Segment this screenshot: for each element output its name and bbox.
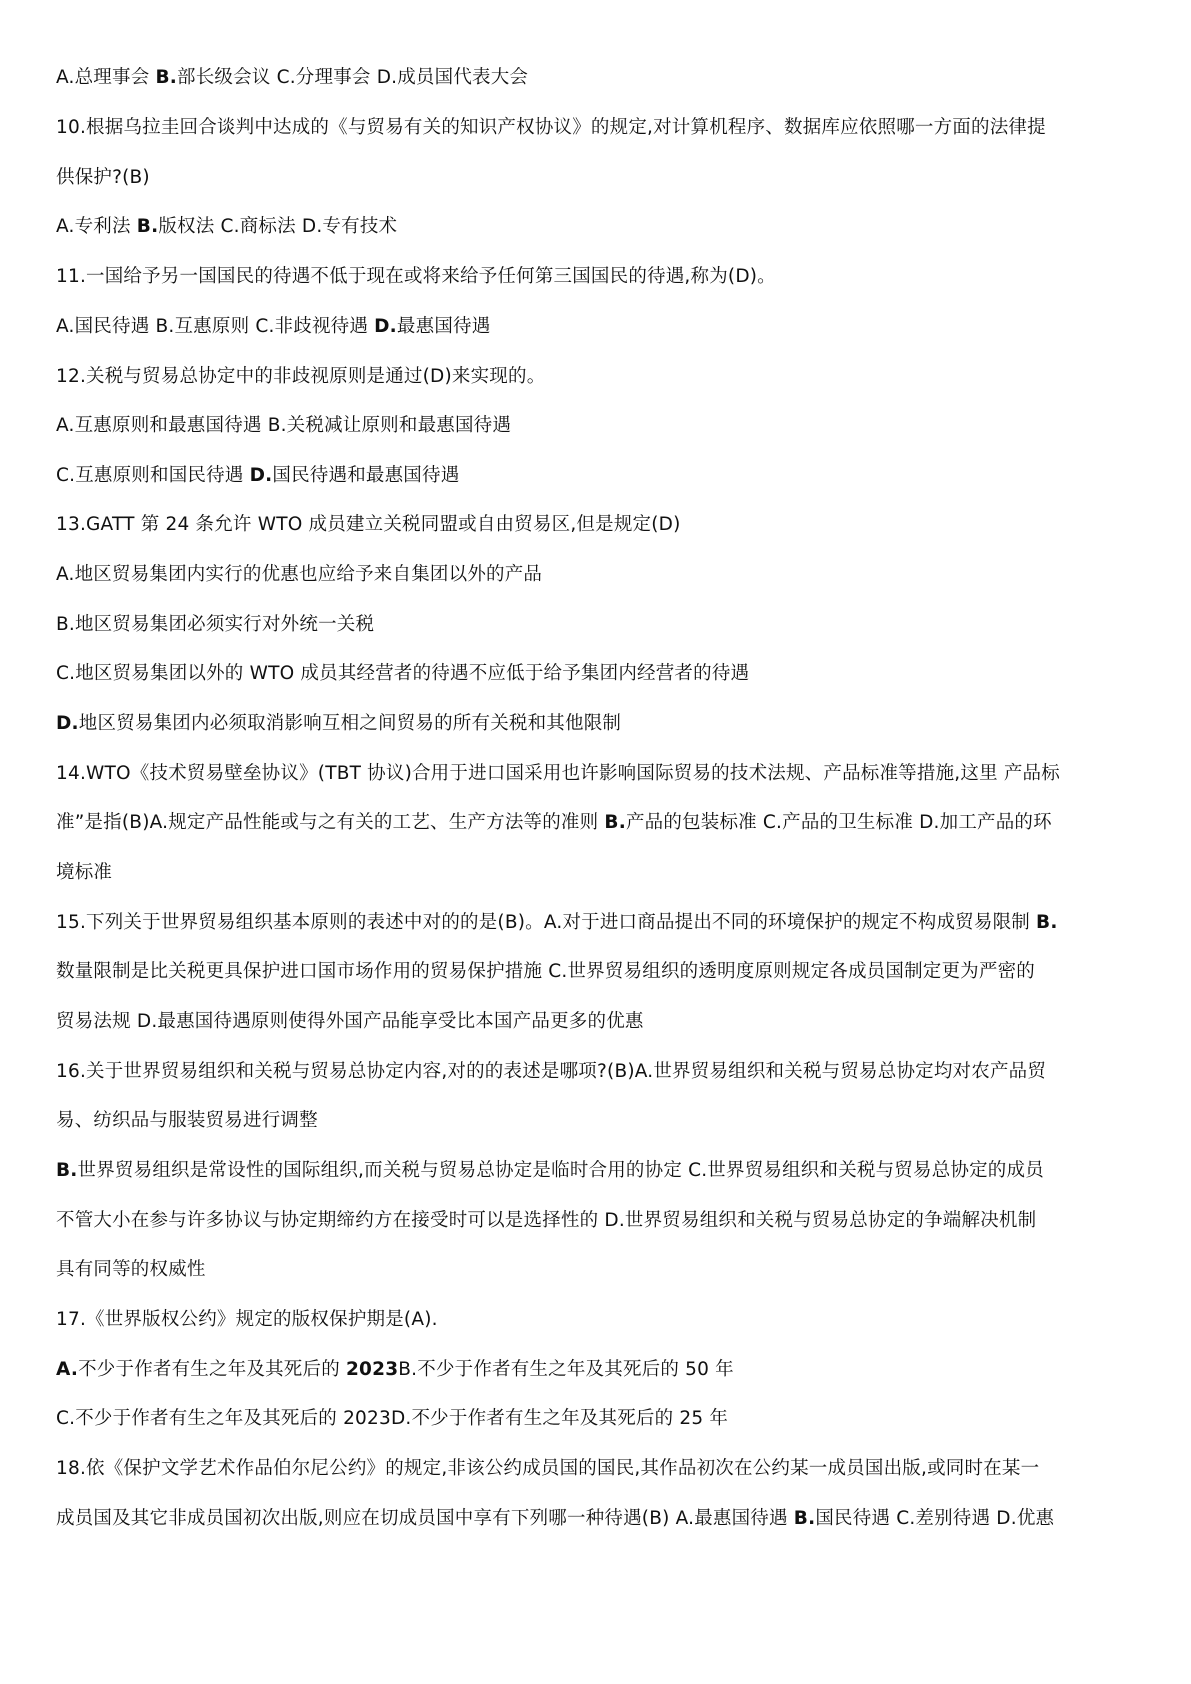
question-14: 14.WTO《技术贸易壁垒协议》(TBT 协议)合用于进口国采用也许影响国际贸易的技术法规、产品标准等措施,这里 产品标: [56, 763, 1060, 784]
question-18: 18.依《保护文学艺术作品伯尔尼公约》的规定,非该公约成员国的国民,其作品初次在公约某一成员国出版,或同时在某一: [56, 1458, 1040, 1479]
option-line-q12a: A.互惠原则和最惠国待遇 B.关税减让原则和最惠国待遇: [56, 415, 512, 436]
option-line-q16c: 不管大小在参与许多协议与协定期缔约方在接受时可以是选择性的 D.世界贸易组织和关税与贸易总协定的争端解决机制: [56, 1210, 1037, 1231]
option-line-q13a: A.地区贸易集团内实行的优惠也应给予来自集团以外的产品: [56, 564, 543, 585]
question-17: 17.《世界版权公约》规定的版权保护期是(A).: [56, 1309, 438, 1330]
option-line-q12b: C.互惠原则和国民待遇 D.国民待遇和最惠国待遇: [56, 465, 460, 486]
question-11: 11.一国给予另一国国民的待遇不低于现在或将来给予任何第三国国民的待遇,称为(D)。: [56, 266, 776, 287]
question-18-cont: 成员国及其它非成员国初次出版,则应在切成员国中享有下列哪一种待遇(B) A.最惠国待遇 B.国民待遇 C.差别待遇 D.优惠: [56, 1508, 1055, 1529]
option-line-q17b: C.不少于作者有生之年及其死后的 2023D.不少于作者有生之年及其死后的 25 年: [56, 1408, 729, 1429]
option-line-q9: A.总理事会 B.部长级会议 C.分理事会 D.成员国代表大会: [56, 67, 529, 88]
question-13: 13.GATT 第 24 条允许 WTO 成员建立关税同盟或自由贸易区,但是规定(D): [56, 514, 681, 535]
question-15-cont: 数量限制是比关税更具保护进口国市场作用的贸易保护措施 C.世界贸易组织的透明度原则规定各成员国制定更为严密的: [56, 961, 1035, 982]
question-14-cont: 准”是指(B)A.规定产品性能或与之有关的工艺、生产方法等的准则 B.产品的包装标准 C.产品的卫生标准 D.加工产品的环: [56, 812, 1052, 833]
question-10-cont: 供保护?(B): [56, 167, 150, 188]
option-line-q16b: B.世界贸易组织是常设性的国际组织,而关税与贸易总协定是临时合用的协定 C.世界贸易组织和关税与贸易总协定的成员: [56, 1160, 1044, 1181]
option-line-q13d: D.地区贸易集团内必须取消影响互相之间贸易的所有关税和其他限制: [56, 713, 622, 734]
question-15-end: 贸易法规 D.最惠国待遇原则使得外国产品能享受比本国产品更多的优惠: [56, 1011, 644, 1032]
question-12: 12.关税与贸易总协定中的非歧视原则是通过(D)来实现的。: [56, 366, 546, 387]
option-line-q13b: B.地区贸易集团必须实行对外统一关税: [56, 614, 375, 635]
option-line-q13c: C.地区贸易集团以外的 WTO 成员其经营者的待遇不应低于给予集团内经营者的待遇: [56, 663, 750, 684]
question-14-end: 境标准: [56, 862, 113, 883]
option-line-q16d: 具有同等的权威性: [56, 1259, 206, 1280]
question-15: 15.下列关于世界贸易组织基本原则的表述中对的的是(B)。A.对于进口商品提出不同的环境保护的规定不构成贸易限制 B.: [56, 912, 1058, 933]
question-16: 16.关于世界贸易组织和关税与贸易总协定内容,对的的表述是哪项?(B)A.世界贸易组织和关税与贸易总协定均对农产品贸: [56, 1061, 1047, 1082]
question-16-cont: 易、纺织品与服装贸易进行调整: [56, 1110, 318, 1131]
option-line-q17a: A.不少于作者有生之年及其死后的 2023B.不少于作者有生之年及其死后的 50 年: [56, 1359, 734, 1380]
question-10: 10.根据乌拉圭回合谈判中达成的《与贸易有关的知识产权协议》的规定,对计算机程序、数据库应依照哪一方面的法律提: [56, 117, 1046, 138]
option-line-q11: A.国民待遇 B.互惠原则 C.非歧视待遇 D.最惠国待遇: [56, 316, 491, 337]
option-line-q10: A.专利法 B.版权法 C.商标法 D.专有技术: [56, 216, 398, 237]
